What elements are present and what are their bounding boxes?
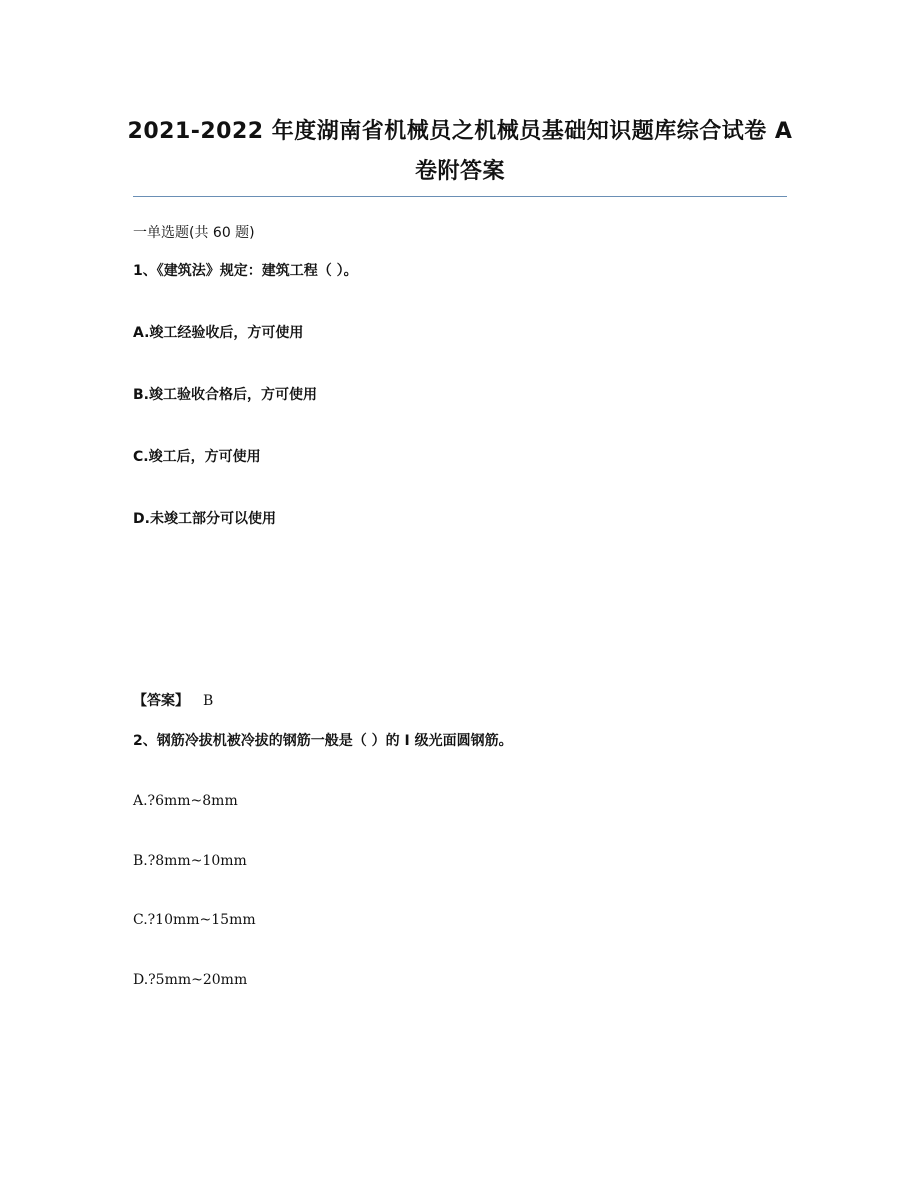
question-1-prompt: 1、《建筑法》规定：建筑工程（ ）。	[133, 263, 358, 279]
answer-value: B	[203, 693, 214, 709]
question-1-option-c: C.竣工后，方可使用	[133, 449, 261, 465]
section-heading: 一单选题(共 60 题)	[133, 225, 255, 241]
answer-label: 【答案】	[133, 693, 189, 709]
question-2-option-c: C.?10mm~15mm	[133, 912, 256, 928]
question-1-option-a: A.竣工经验收后，方可使用	[133, 325, 304, 341]
question-1-option-d: D.未竣工部分可以使用	[133, 511, 276, 527]
question-2-option-d: D.?5mm~20mm	[133, 972, 248, 988]
document-title: 2021-2022 年度湖南省机械员之机械员基础知识题库综合试卷 A 卷附答案	[127, 119, 793, 184]
title-divider	[133, 196, 787, 197]
question-2-option-a: A.?6mm~8mm	[133, 793, 238, 809]
question-2-option-b: B.?8mm~10mm	[133, 853, 247, 869]
question-1-answer	[133, 691, 213, 711]
question-2-prompt: 2、钢筋冷拔机被冷拔的钢筋一般是（ ）的 I 级光面圆钢筋。	[133, 733, 513, 749]
question-1-option-b: B.竣工验收合格后，方可使用	[133, 387, 317, 403]
